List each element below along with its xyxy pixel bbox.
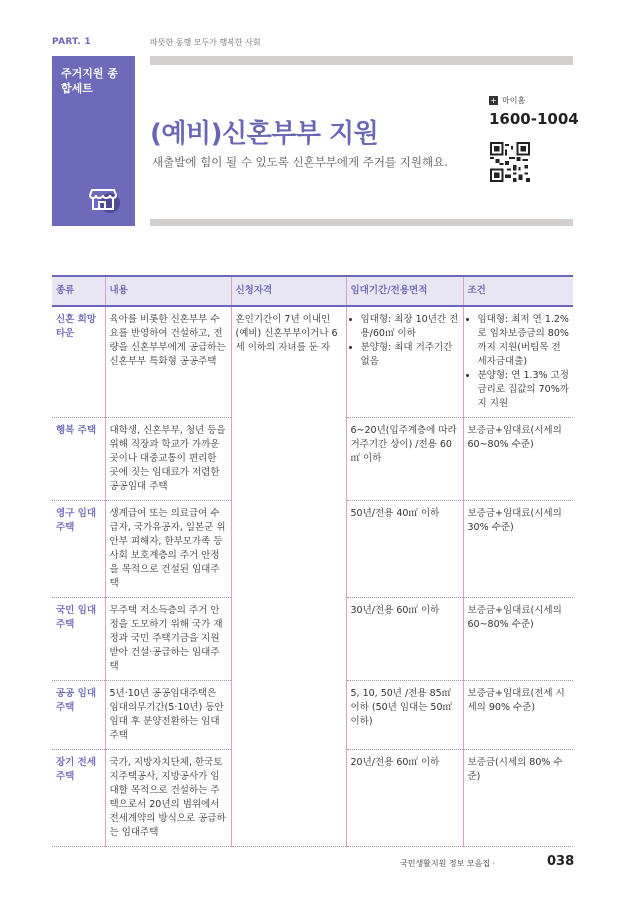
page-number: 038 — [547, 854, 575, 869]
row-type: 국민 임대 주택 — [52, 598, 105, 681]
eligibility-cell: 혼인기간이 7년 이내인 (예비) 신혼부부이거나 6세 이하의 자녀를 둔 자 — [231, 306, 346, 847]
row-condition: 보증금+임대료(시세의 60~80% 수준) — [463, 418, 573, 501]
plus-icon: + — [490, 96, 497, 105]
row-content: 국가, 지방자치단체, 한국토지주택공사, 지방공사가 임대할 목적으로 건설하는 주택으로서 20년의 범위에서 전세계약의 방식으로 공급하는 임대주택 — [105, 750, 231, 847]
header-period: 임대기간/전용면적 — [346, 276, 463, 306]
page-title: (예비)신혼부부 지원 — [150, 119, 379, 149]
row-condition — [463, 306, 573, 418]
housing-support-table — [52, 275, 573, 847]
bottom-divider-bar — [150, 219, 573, 226]
table-header-row — [52, 276, 573, 306]
row-content: 생계급여 또는 의료급여 수급자, 국가유공자, 일본군 위안부 피해자, 한부모가족 등 사회 보호계층의 주거 안정을 목적으로 건설된 임대주택 — [105, 501, 231, 598]
period-item: • 분양형: 최대 거주기간 없음 — [361, 341, 459, 369]
top-divider-bar — [150, 56, 573, 65]
page-subtitle: 새출발에 힘이 될 수 있도록 신혼부부에게 주거를 지원해요. — [152, 155, 448, 169]
row-period: 50년/전용 40㎡ 이하 — [346, 501, 463, 598]
header-type: 종류 — [52, 276, 105, 306]
row-condition: 보증금+임대료(시세의 60~80% 수준) — [463, 598, 573, 681]
row-type: 신혼 희망 타운 — [52, 306, 105, 418]
table-row — [52, 306, 573, 418]
row-type: 장기 전세 주택 — [52, 750, 105, 847]
store-icon — [88, 182, 122, 220]
row-period — [346, 306, 463, 418]
condition-item: • 임대형: 최저 연 1.2%로 임차보증금의 80%까지 지원(버팀목 전세자금대출) — [478, 313, 570, 369]
row-type: 영구 임대 주택 — [52, 501, 105, 598]
category-box — [52, 56, 135, 226]
row-content: 5년·10년 공공임대주택은 임대의무기간(5·10년) 동안 임대 후 분양전환하는 임대주택 — [105, 681, 231, 750]
row-type: 행복 주택 — [52, 418, 105, 501]
row-content: 무주택 저소득층의 주거 안정을 도모하기 위해 국가 재정과 국민 주택기금을 지원받아 건설·공급하는 임대주택 — [105, 598, 231, 681]
condition-item: • 분양형: 연 1.3% 고정금리로 집값의 70%까지 지원 — [478, 369, 570, 411]
row-period: 30년/전용 60㎡ 이하 — [346, 598, 463, 681]
row-type: 공공 임대 주택 — [52, 681, 105, 750]
header-condition: 조건 — [463, 276, 573, 306]
period-item: • 임대형: 최장 10년간 전용/60㎡ 이하 — [361, 313, 459, 341]
contact-label: + 마이홈 — [490, 96, 526, 105]
qr-code-icon[interactable] — [490, 142, 530, 182]
row-condition: 보증금(시세의 80% 수준) — [463, 750, 573, 847]
series-title: 따뜻한 동행 모두가 행복한 사회 — [150, 38, 261, 47]
contact-phone: 1600-1004 — [489, 110, 579, 128]
row-condition: 보증금+임대료(전세 시세의 90% 수준) — [463, 681, 573, 750]
category-label: 주거지원 종합세트 — [61, 67, 118, 95]
row-period: 5, 10, 50년 /전용 85㎡ 이하 (50년 임대는 50㎡ 이하) — [346, 681, 463, 750]
header-eligibility: 신청자격 — [231, 276, 346, 306]
row-period: 20년/전용 60㎡ 이하 — [346, 750, 463, 847]
row-period: 6~20년(입주계층에 따라 거주기간 상이) /전용 60㎡ 이하 — [346, 418, 463, 501]
part-label: PART. 1 — [52, 37, 91, 47]
row-content: 육아를 비롯한 신혼부부 수요를 반영하여 건설하고, 전량을 신혼부부에게 공급하는 신혼부부 특화형 공공주택 — [105, 306, 231, 418]
row-condition: 보증금+임대료(시세의 30% 수준) — [463, 501, 573, 598]
footer-text: 국민생활지원 정보 모음집 · — [400, 859, 496, 868]
row-content: 대학생, 신혼부부, 청년 등을 위해 직장과 학교가 가까운 곳이나 대중교통이 편리한 곳에 짓는 임대료가 저렴한 공공임대 주택 — [105, 418, 231, 501]
header-content: 내용 — [105, 276, 231, 306]
